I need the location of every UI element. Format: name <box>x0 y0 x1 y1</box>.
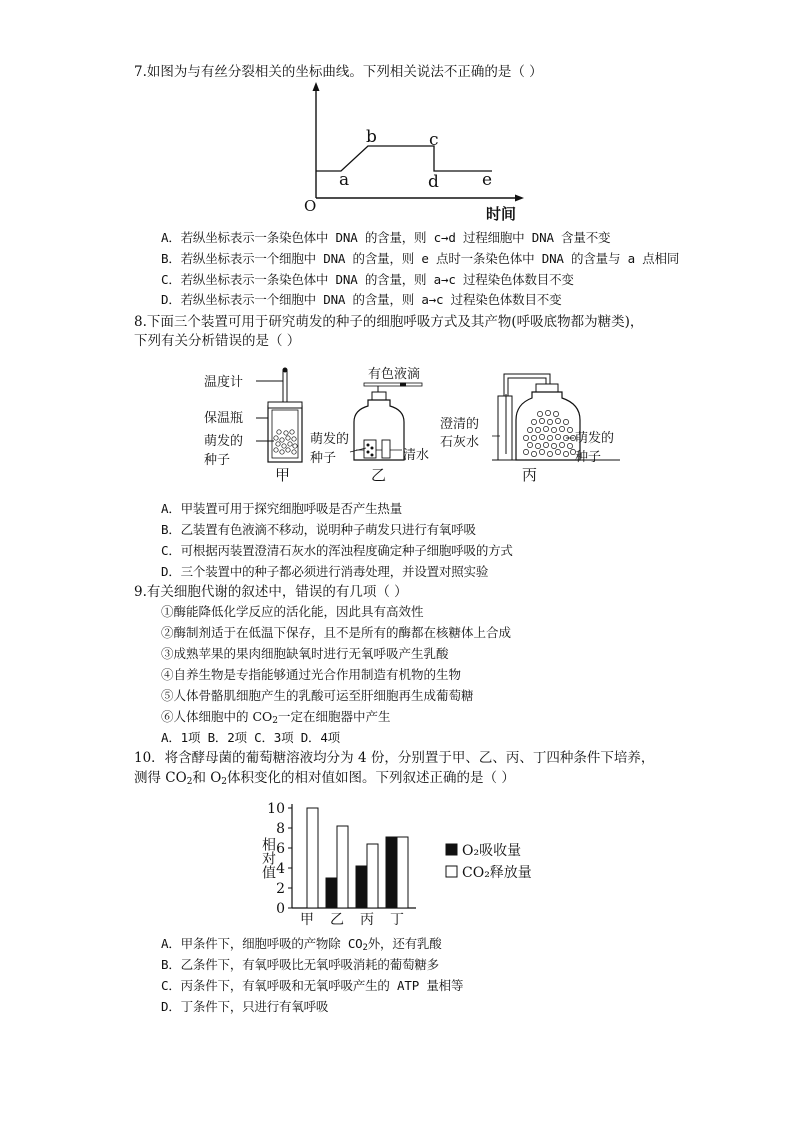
q8-option-c: C．可根据丙装置澄清石灰水的浑浊程度确定种子细胞呼吸的方式 <box>161 543 513 558</box>
x-tick-label: 丙 <box>360 912 374 926</box>
q7-point-d: d <box>428 172 439 192</box>
q7-curve <box>316 146 492 171</box>
bar-co2 <box>397 837 408 908</box>
bar-co2 <box>337 826 348 908</box>
y-axis-label: 相对值 <box>260 837 276 879</box>
q8-stem-line1: 8.下面三个装置可用于研究萌发的种子的细胞呼吸方式及其产物(呼吸底物都为糖类)， <box>134 314 644 330</box>
q7-xlabel: 时间 <box>486 205 517 223</box>
label-limewater-1: 澄清的 <box>440 417 480 432</box>
q7-origin: O <box>304 197 317 215</box>
q8-apparatus-figure <box>200 356 630 490</box>
q7-stem: 7.如图为与有丝分裂相关的坐标曲线。下列相关说法不正确的是（ ） <box>134 64 543 80</box>
label-yi: 乙 <box>371 466 387 484</box>
y-tick-label: 2 <box>276 881 285 897</box>
q10-option-d: D．丁条件下，只进行有氧呼吸 <box>161 999 329 1014</box>
q10-stem-line2: 测得 $CO_2$和 $O_2$体积变化的相对值如图。下列叙述正确的是（ ） <box>134 770 515 787</box>
y-tick-label: 6 <box>276 841 285 857</box>
q7-point-a: a <box>339 170 350 190</box>
q7-point-e: e <box>482 170 493 190</box>
label-jia: 甲 <box>275 466 291 484</box>
x-tick-label: 乙 <box>330 912 344 926</box>
q9-item-3: ③成熟苹果的果肉细胞缺氧时进行无氧呼吸产生乳酸 <box>161 646 449 661</box>
x-tick-label: 甲 <box>300 912 314 926</box>
q8-stem-line2: 下列有关分析错误的是（ ） <box>134 333 301 349</box>
apparatus-bing <box>440 374 620 484</box>
label-seeds-bing-2: 种子 <box>575 450 602 465</box>
label-droplet: 有色液滴 <box>368 367 421 382</box>
label-seeds-yi-1: 萌发的 <box>310 432 350 447</box>
bar-o2 <box>356 866 367 908</box>
bar-co2 <box>307 808 318 908</box>
q10-option-a: A．甲条件下，细胞呼吸的产物除 $CO_2$外，还有乳酸 <box>161 936 442 953</box>
label-thermometer: 温度计 <box>204 375 244 390</box>
q8-option-b: B．乙装置有色液滴不移动，说明种子萌发只进行有氧呼吸 <box>161 522 476 537</box>
q7-option-d: D．若纵坐标表示一个细胞中 DNA 的含量，则 a→c 过程染色体数目不变 <box>161 292 562 307</box>
label-seeds-yi-2: 种子 <box>310 451 337 466</box>
q8-option-a: A．甲装置可用于探究细胞呼吸是否产生热量 <box>161 501 403 516</box>
q7-option-b: B．若纵坐标表示一个细胞中 DNA 的含量，则 e 点时一条染色体中 DNA 的含量与 a 点相同 <box>161 251 680 266</box>
q9-item-1: ①酶能降低化学反应的活化能，因此具有高效性 <box>161 604 424 619</box>
q9-stem: 9.有关细胞代谢的叙述中，错误的有几项（ ） <box>134 584 408 600</box>
label-bing: 丙 <box>522 466 538 484</box>
label-limewater-2: 石灰水 <box>440 435 480 450</box>
label-seeds-jia-2: 种子 <box>204 453 231 468</box>
q10-stem-line1: 10．将含酵母菌的葡萄糖溶液均分为 4 份，分别置于甲、乙、丙、丁四种条件下培养， <box>134 750 655 766</box>
apparatus-jia <box>204 368 302 485</box>
q7-point-b: b <box>366 127 377 147</box>
q7-graph <box>296 80 536 224</box>
q9-item-6: ⑥人体细胞中的 $CO_2$一定在细胞器中产生 <box>161 709 391 726</box>
q9-item-2: ②酶制剂适于在低温下保存，且不是所有的酶都在核糖体上合成 <box>161 625 512 640</box>
q7-option-c: C．若纵坐标表示一条染色体中 DNA 的含量，则 a→c 过程染色体数目不变 <box>161 272 574 287</box>
q10-option-b: B．乙条件下，有氧呼吸比无氧呼吸消耗的葡萄糖多 <box>161 957 439 972</box>
label-seeds-bing-1: 萌发的 <box>575 431 615 446</box>
y-tick-label: 10 <box>267 801 285 817</box>
q9-item-4: ④自养生物是专指能够通过光合作用制造有机物的生物 <box>161 667 462 682</box>
q10-option-c: C．丙条件下，有氧呼吸和无氧呼吸产生的 ATP 量相等 <box>161 978 464 993</box>
bar-co2 <box>367 844 378 908</box>
bar-o2 <box>386 837 397 908</box>
legend-label: O₂吸收量 <box>462 843 522 859</box>
q7-option-a: A．若纵坐标表示一条染色体中 DNA 的含量，则 c→d 过程细胞中 DNA 含量不变 <box>161 230 611 245</box>
label-flask: 保温瓶 <box>204 411 244 426</box>
bar-o2 <box>326 878 337 908</box>
label-water: 清水 <box>403 448 430 463</box>
x-tick-label: 丁 <box>390 912 404 926</box>
y-tick-label: 4 <box>276 861 285 877</box>
q10-bar-chart <box>250 796 550 926</box>
legend-swatch <box>446 844 457 855</box>
legend-swatch <box>446 866 457 877</box>
q9-options: A．1项 B．2项 C．3项 D．4项 <box>161 730 340 745</box>
q7-point-c: c <box>429 130 439 150</box>
y-tick-label: 8 <box>276 821 285 837</box>
q8-option-d: D．三个装置中的种子都必须进行消毒处理，并设置对照实验 <box>161 564 489 579</box>
apparatus-yi <box>310 366 429 484</box>
y-tick-label: 0 <box>276 901 285 917</box>
legend-label: CO₂释放量 <box>462 865 532 881</box>
q9-item-5: ⑤人体骨骼肌细胞产生的乳酸可运至肝细胞再生成葡萄糖 <box>161 688 474 703</box>
label-seeds-jia-1: 萌发的 <box>204 434 244 449</box>
